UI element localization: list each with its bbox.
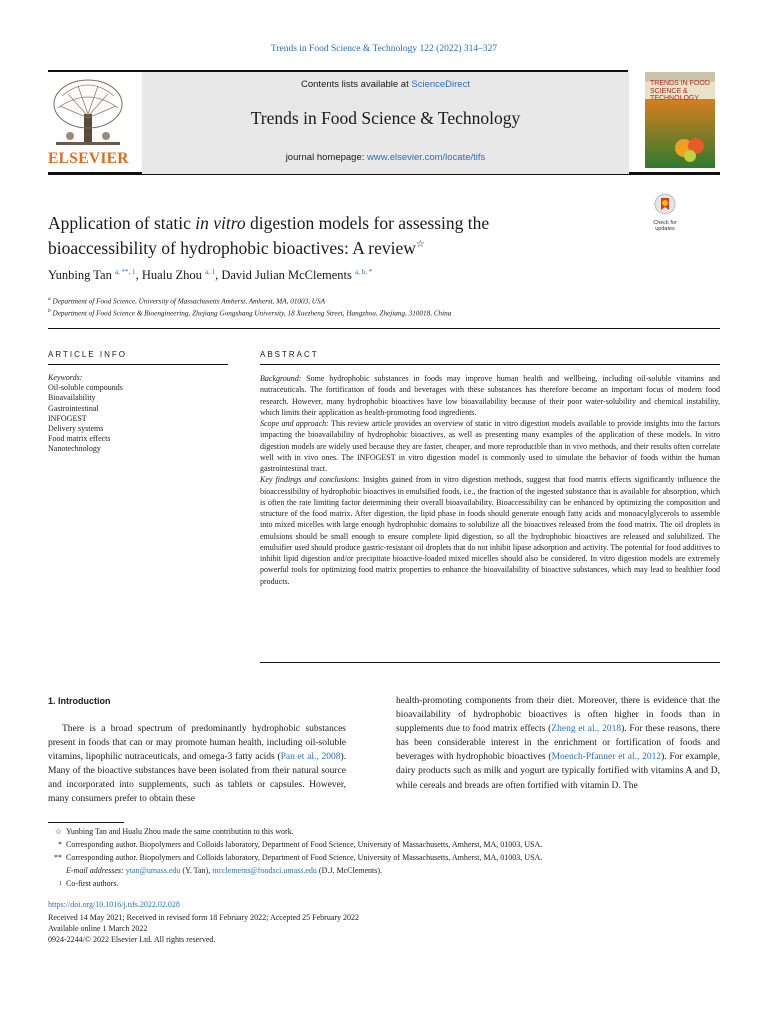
author-affil-mark[interactable]: a, 1 <box>205 268 216 276</box>
doi-link[interactable]: https://doi.org/10.1016/j.tifs.2022.02.028 <box>48 900 180 909</box>
footnote-rule <box>48 822 124 823</box>
journal-citation[interactable]: Trends in Food Science & Technology 122 (2022) 314–327 <box>270 44 498 54</box>
intro-column-right: health-promoting components from their diet. Moreover, there is evidence that the bioavailability of hydrophobic bioactives is often higher in foods than in supplements due to food matrix effects (Zheng et al., 2018). For these reasons, there has been considerable interest in the enrichment or fortification of foods and beverages with hydrophobic bioactives (Moench-Pfanner et al., 2012). For example, dairy products such as milk and yogurt are typically fortified with vitamins A and D, while cereals and breads are often fortified with vitamin D. The <box>396 696 721 791</box>
author-name[interactable]: Yunbing Tan <box>48 268 112 283</box>
footnote-corresponding: ** Corresponding author. Biopolymers and Colloids laboratory, Department of Food Science, University of Massachusetts, Amherst, MA, 01003, USA. <box>54 853 543 862</box>
title-footnote-mark[interactable]: ☆ <box>415 239 425 250</box>
received-dates: Received 14 May 2021; Received in revised form 18 February 2022; Accepted 25 February 2022 <box>48 913 360 922</box>
elsevier-tree-logo <box>48 76 128 148</box>
author-name[interactable]: Hualu Zhou <box>141 268 202 283</box>
divider <box>260 364 720 365</box>
footnote-corresponding: * Corresponding author. Biopolymers and Colloids laboratory, Department of Food Science, University of Massachusetts, Amherst, MA, 01003, USA. <box>58 840 543 849</box>
homepage-line: journal homepage: www.elsevier.com/locate/tifs <box>285 152 486 163</box>
affiliation: $^a$ Department of Food Science, University of Massachusetts Amherst, Amherst, MA, 01003, USA <box>48 296 325 306</box>
article-title: Application of static in vitro digestion models for assessing the bioaccessibility of hydrophobic bioactives: A review☆ <box>48 213 490 258</box>
journal-title: Trends in Food Science & Technology <box>250 108 521 128</box>
email-link[interactable]: ytan@umass.edu <box>125 866 181 875</box>
keywords-block <box>48 373 228 455</box>
abstract-findings: Key findings and conclusions: Insights gained from in vitro digestion methods, suggest that food matrix effects significantly influence the bioaccessibility of hydrophobic bioactives in emulsified foods, i.e., the fraction of the ingested substance that is available for absorption, which is often the rate limiting factor determining their overall bioavailability. Bioaccessibility can be enhanced by optimizing the composition and structure of the food matrix. After digestion, the lipid phase in foods should generate enough fatty acids and monoacylglycerols to assemble into mixed micelles with large enough hydrophobic domains to solubilize all the bioactives released from the food matrix. The oil droplets in emulsions should be small enough to ensure complete lipid digestion, so all the hydrophobic bioactives are released and solubilized. The emulsifier used should produce gastric-resistant oil droplets that do not inhibit lipase adsorption and activity. The potential for food additives to inhibit lipid digestion and/or precipitate bioactive-loaded mixed micelles should also be considered. In vitro digestion models are extremely powerful tools for optimizing food matrix properties to enhance the bioavailability of bioactive substances, which may lead to healthier food products. <box>260 475 720 586</box>
citation-link[interactable]: Zheng et al., 2018 <box>551 724 622 735</box>
affiliation: $^b$ Department of Food Science & Bioengineering, Zhejiang Gongshang University, 18 Xuezheng Street, Hangzhou, Zhejiang, 310018, China <box>48 308 452 318</box>
copyright: 0924-2244/© 2022 Elsevier Ltd. All rights reserved. <box>48 935 216 944</box>
section-heading-introduction: 1. Introduction <box>48 696 111 706</box>
keyword-item: Delivery systems <box>48 424 104 434</box>
citation-link[interactable]: Pan et al., 2008 <box>280 752 341 763</box>
check-for-updates-button[interactable] <box>646 193 684 232</box>
author-list: Yunbing Tan $^{a, **, 1}$, Hualu Zhou $^{a, 1}$, David Julian McClements $^{a, b, *}$ <box>48 268 373 283</box>
email-link[interactable]: mcclements@foodsci.umass.edu <box>212 866 317 875</box>
check-updates-icon <box>654 193 676 215</box>
author-affil-mark[interactable]: a, b, * <box>355 268 373 276</box>
keyword-item: Gastrointestinal <box>48 403 99 413</box>
abstract-scope: Scope and approach: This review article provides an overview of static in vitro digestion models available to provide insights into the factors impacting the bioavailability of hydrophobic bioactives, as well as presenting many examples of the application of these models. In vitro digestion models are widely used because they are faster, cheaper, and more reproducible than in vivo methods, and their results often correlate well with in vivo ones. The INFOGEST in vitro digestion model is commonly used to simulate the behavior of foods within the human gastrointestinal tract. <box>260 419 720 473</box>
divider <box>48 364 228 365</box>
keyword-item: Bioavailability <box>48 393 96 403</box>
check-updates-label: Check for updates <box>653 220 677 232</box>
author-name[interactable]: David Julian McClements <box>221 268 352 283</box>
keyword-item: Food matrix effects <box>48 434 111 444</box>
author-affil-mark[interactable]: a, **, 1 <box>114 268 136 276</box>
intro-column-left: There is a broad spectrum of predominantly hydrophobic substances present in foods that can or may promote human health, including oil-soluble vitamins, lipophilic nutraceuticals, and omega-3 fatty acids (Pan et al., 2008). Many of the bioactive substances have been isolated from their natural source and incorporated into supplements, such as tablets or capsules. However, many consumers prefer to obtain these <box>48 724 346 805</box>
contents-line: Contents lists available at ScienceDirect <box>301 79 470 90</box>
divider <box>48 328 720 329</box>
homepage-link[interactable]: www.elsevier.com/locate/tifs <box>367 152 486 163</box>
footnote-star: ☆ Yunbing Tan and Hualu Zhou made the same contribution to this work. <box>54 827 294 836</box>
abstract-heading: ABSTRACT <box>260 350 319 359</box>
sciencedirect-link[interactable]: ScienceDirect <box>411 79 470 90</box>
footnote-emails: E-mail addresses: ytan@umass.edu (Y. Tan), mcclements@foodsci.umass.edu (D.J. McClements). <box>66 866 383 875</box>
keyword-item: INFOGEST <box>48 413 87 423</box>
journal-cover-title: TRENDS IN FOOD SCIENCE & TECHNOLOGY <box>650 80 710 102</box>
available-online: Available online 1 March 2022 <box>48 924 148 933</box>
elsevier-logo-text: ELSEVIER <box>48 150 129 167</box>
footnote-cofirst: 1 Co-first authors. <box>59 879 119 888</box>
keyword-item: Nanotechnology <box>48 444 101 454</box>
cover-fruit-art <box>672 132 708 162</box>
abstract-background: Background: Some hydrophobic substances in foods may improve human health and wellbeing, including oil-soluble vitamins and nutraceuticals. The fortification of foods and beverages with these substances has therefore become an important focus of modern food research. However, many hydrophobic bioactives have low bioavailability because of their poor water-solubility and chemical instability, which limits their application as health-promoting food ingredients. <box>260 374 720 417</box>
keyword-item: Oil-soluble compounds <box>48 383 123 393</box>
abstract-body <box>260 373 720 587</box>
citation-link[interactable]: Moench-Pfanner et al., 2012 <box>551 752 662 763</box>
article-info-heading: ARTICLE INFO <box>48 350 127 359</box>
divider <box>260 662 720 663</box>
keywords-label: Keywords: <box>48 373 83 382</box>
